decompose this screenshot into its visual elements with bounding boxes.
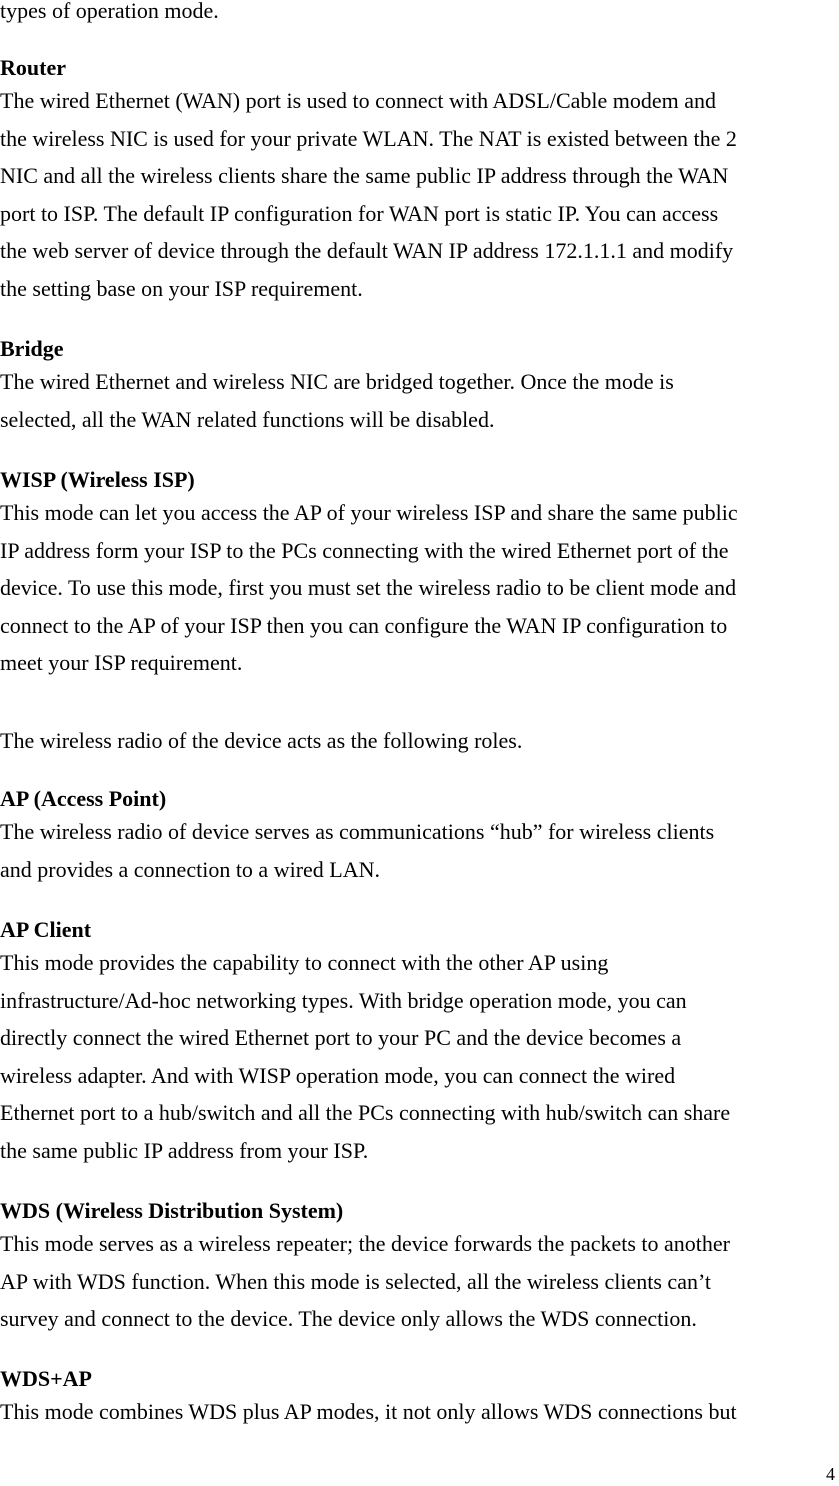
body-line: selected, all the WAN related functions will be disabled. [0,406,495,432]
section-wds [0,1196,839,1338]
section-body [0,944,839,1169]
section-body [0,363,839,438]
body-line: survey and connect to the device. The device only allows the WDS connection. [0,1306,697,1331]
section-heading: Bridge [0,336,64,361]
lead-line: types of operation mode. [0,0,219,23]
section-ap-client [0,915,839,1169]
section-heading: Router [0,55,66,80]
section-heading: WISP (Wireless ISP) [0,467,195,492]
body-line: the same public IP address from your ISP. [0,1137,369,1163]
body-line: This mode provides the capability to connect with the other AP using [0,950,609,975]
body-line: This mode combines WDS plus AP modes, it not only allows WDS connections but [0,1399,737,1424]
section-router [0,53,839,307]
body-line: This mode serves as a wireless repeater; the device forwards the packets to another [0,1231,730,1256]
section-heading: WDS (Wireless Distribution System) [0,1198,344,1223]
section-body [0,1225,839,1338]
section-body [0,813,839,888]
section-bridge [0,334,839,438]
body-line: directly connect the wired Ethernet port to your PC and the device becomes a [0,1025,682,1050]
section-heading: AP Client [0,917,92,942]
section-heading: AP (Access Point) [0,786,167,811]
body-line: wireless adapter. And with WISP operation mode, you can connect the wired [0,1062,676,1088]
body-line: Ethernet port to a hub/switch and all the PCs connecting with hub/switch can share [0,1100,731,1125]
body-line: and provides a connection to a wired LAN. [0,856,380,882]
section-wds-ap [0,1364,839,1431]
body-line: the web server of device through the default WAN IP address 172.1.1.1 and modify [0,238,734,263]
body-line: AP with WDS function. When this mode is selected, all the wireless clients can’t [0,1268,711,1294]
section-body [0,494,839,682]
body-line: port to ISP. The default IP configuration for WAN port is static IP. You can access [0,200,719,226]
body-line: infrastructure/Ad-hoc networking types. With bridge operation mode, you can [0,987,687,1013]
section-ap [0,784,839,888]
page-number: 4 [826,1464,835,1484]
body-line: meet your ISP requirement. [0,650,243,675]
section-wisp [0,465,839,682]
body-line: the setting base on your ISP requirement. [0,275,363,301]
body-line: device. To use this mode, first you must set the wireless radio to be client mode and [0,575,737,600]
section-heading: WDS+AP [0,1366,92,1391]
body-line: The wireless radio of device serves as communications “hub” for wireless clients [0,819,715,844]
body-line: connect to the AP of your ISP then you can configure the WAN IP configuration to [0,612,728,638]
body-line: The wired Ethernet (WAN) port is used to connect with ADSL/Cable modem and [0,88,717,113]
radio-roles-intro: The wireless radio of the device acts as the following roles. [0,728,523,753]
body-line: the wireless NIC is used for your private WLAN. The NAT is existed between the 2 [0,125,737,151]
body-line: IP address form your ISP to the PCs connecting with the wired Ethernet port of the [0,537,729,563]
section-body [0,82,839,307]
body-line: The wired Ethernet and wireless NIC are bridged together. Once the mode is [0,369,674,394]
body-line: This mode can let you access the AP of your wireless ISP and share the same public [0,500,738,525]
section-body [0,1393,839,1431]
body-line: NIC and all the wireless clients share the same public IP address through the WAN [0,163,729,188]
